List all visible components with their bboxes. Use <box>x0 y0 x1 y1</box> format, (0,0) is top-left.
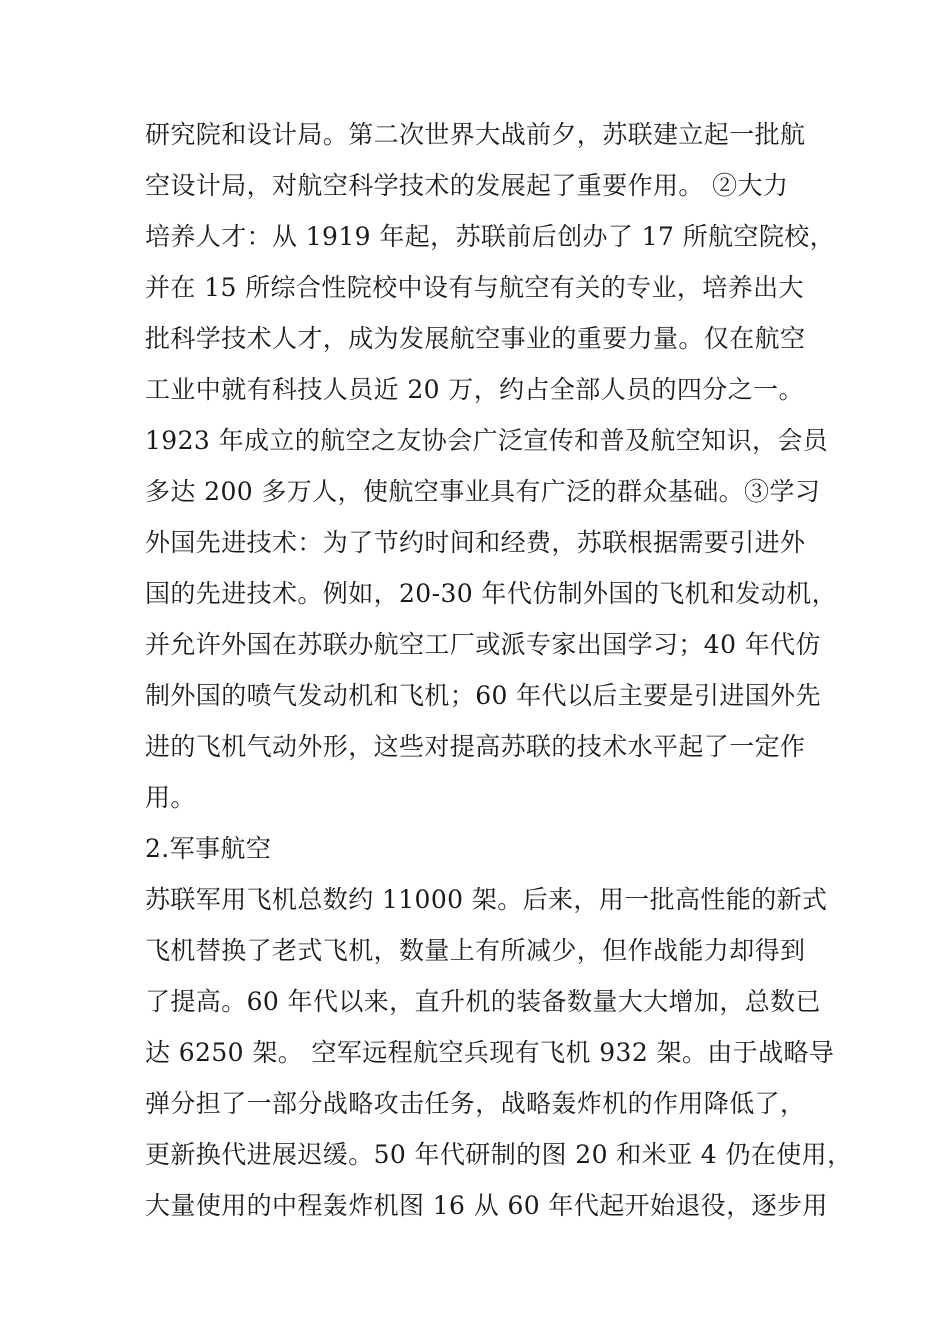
text-line: 制外国的喷气发动机和飞机；60 年代以后主要是引进国外先 <box>145 681 821 710</box>
text-line: 外国先进技术：为了节约时间和经费，苏联根据需要引进外 <box>145 528 806 557</box>
text-line: 国的先进技术。例如，20-30 年代仿制外国的飞机和发动机， <box>145 579 838 608</box>
text-line: 并允许外国在苏联办航空工厂或派专家出国学习；40 年代仿 <box>145 630 821 659</box>
text-line: 了提高。60 年代以来，直升机的装备数量大大增加，总数已 <box>145 987 821 1016</box>
text-line: 苏联军用飞机总数约 11000 架。后来，用一批高性能的新式 <box>145 885 828 914</box>
section-heading: 2.军事航空 <box>145 834 272 863</box>
text-line: 空设计局，对航空科学技术的发展起了重要作用。 ②大力 <box>145 171 789 200</box>
text-line: 用。 <box>145 783 196 812</box>
text-line: 达 6250 架。 空军远程航空兵现有飞机 932 架。由于战略导 <box>145 1038 835 1067</box>
text-line: 培养人才：从 1919 年起，苏联前后创办了 17 所航空院校， <box>145 222 836 251</box>
text-line: 更新换代进展迟缓。50 年代研制的图 20 和米亚 4 仍在使用， <box>145 1140 853 1169</box>
text-line: 弹分担了一部分战略攻击任务，战略轰炸机的作用降低了， <box>145 1089 806 1118</box>
text-line: 飞机替换了老式飞机，数量上有所减少，但作战能力却得到 <box>145 936 806 965</box>
text-line: 批科学技术人才，成为发展航空事业的重要力量。仅在航空 <box>145 324 806 353</box>
text-line: 进的飞机气动外形，这些对提高苏联的技术水平起了一定作 <box>145 732 806 761</box>
text-line: 大量使用的中程轰炸机图 16 从 60 年代起开始退役，逐步用 <box>145 1191 828 1220</box>
text-line: 1923 年成立的航空之友协会广泛宣传和普及航空知识，会员 <box>145 426 829 455</box>
text-line: 多达 200 多万人，使航空事业具有广泛的群众基础。③学习 <box>145 477 821 506</box>
text-line: 研究院和设计局。第二次世界大战前夕，苏联建立起一批航 <box>145 120 806 149</box>
text-line: 并在 15 所综合性院校中设有与航空有关的专业，培养出大 <box>145 273 804 302</box>
text-line: 工业中就有科技人员近 20 万，约占全部人员的四分之一。 <box>145 375 804 404</box>
